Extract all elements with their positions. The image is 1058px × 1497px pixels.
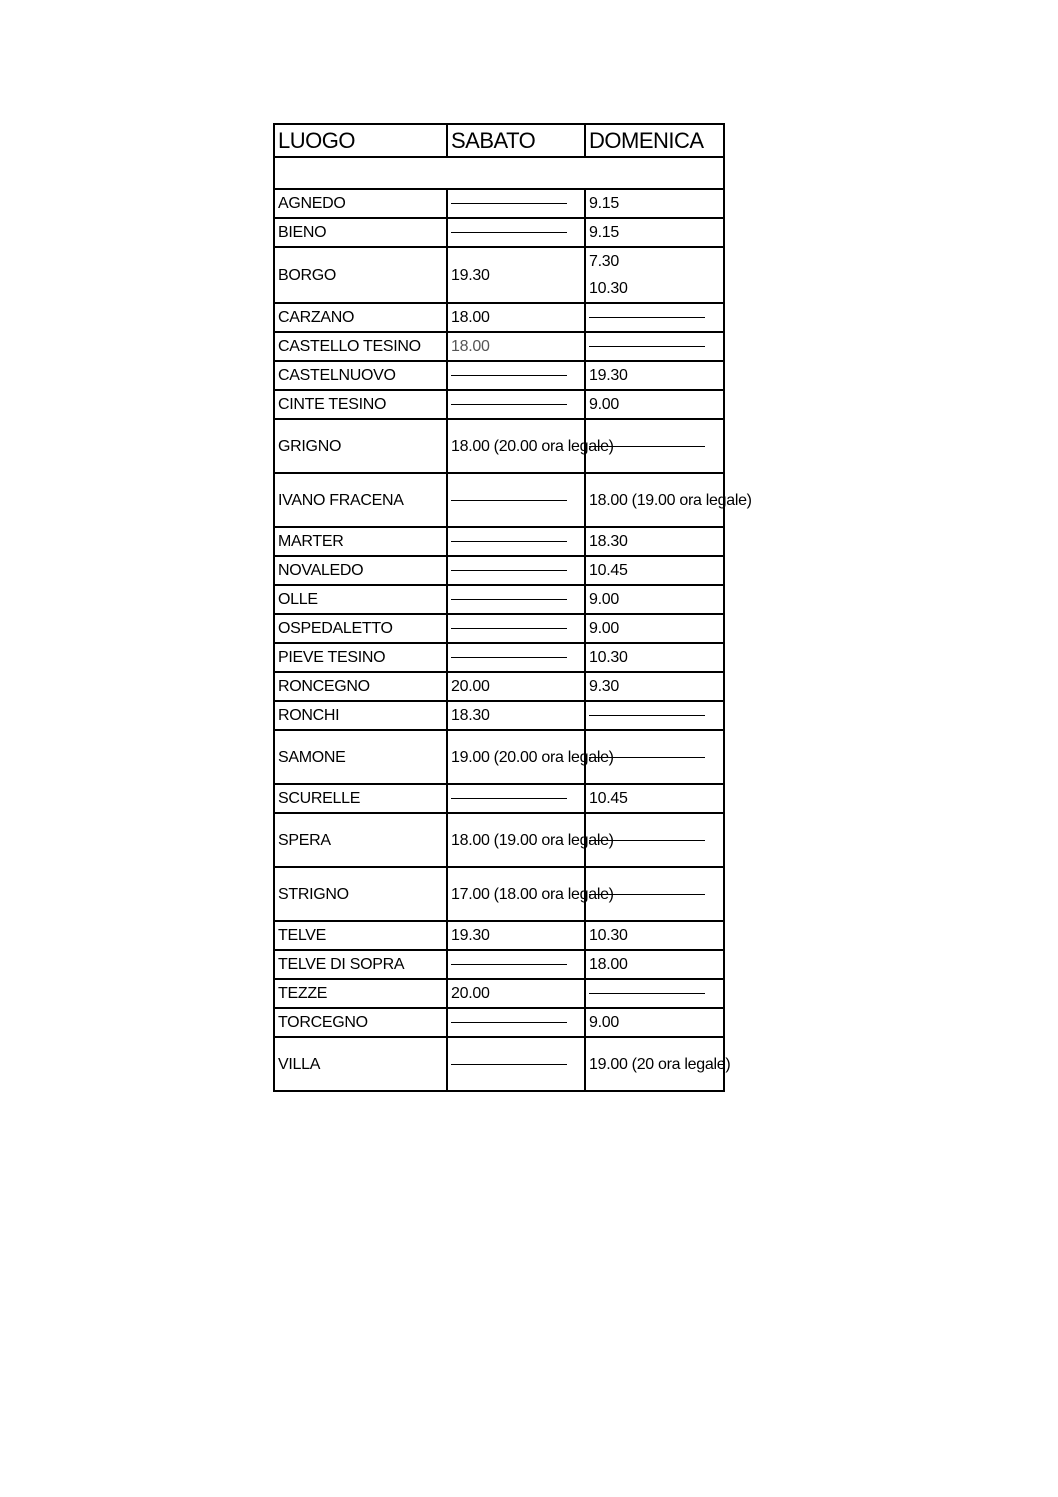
no-service-dash [451, 404, 567, 405]
saturday-cell [447, 950, 585, 979]
no-service-dash [451, 570, 567, 571]
table-row [274, 189, 724, 218]
sunday-cell: 9.00 [585, 390, 724, 419]
table-row [274, 585, 724, 614]
saturday-cell [447, 614, 585, 643]
no-service-dash [451, 232, 567, 233]
sunday-cell: 18.00 (19.00 ora legale) [585, 473, 724, 527]
sunday-cell: 9.30 [585, 672, 724, 701]
saturday-cell: 18.00 [447, 303, 585, 332]
sunday-cell: 18.30 [585, 527, 724, 556]
saturday-cell [447, 390, 585, 419]
saturday-cell: 18.00 [447, 332, 585, 361]
sunday-cell: 10.45 [585, 556, 724, 585]
sunday-cell: 9.15 [585, 218, 724, 247]
no-service-dash [451, 1022, 567, 1023]
saturday-cell: 20.00 [447, 672, 585, 701]
table-row [274, 701, 724, 730]
no-service-dash [451, 500, 567, 501]
table-row [274, 614, 724, 643]
no-service-dash [451, 375, 567, 376]
no-service-dash [589, 715, 705, 716]
place-cell: RONCEGNO [274, 672, 447, 701]
place-cell: VILLA [274, 1037, 447, 1091]
place-cell: BIENO [274, 218, 447, 247]
table-row [274, 556, 724, 585]
saturday-cell: 20.00 [447, 979, 585, 1008]
table-row [274, 643, 724, 672]
place-cell: NOVALEDO [274, 556, 447, 585]
place-cell: PIEVE TESINO [274, 643, 447, 672]
no-service-dash [589, 993, 705, 994]
place-cell: TELVE DI SOPRA [274, 950, 447, 979]
saturday-cell [447, 1037, 585, 1091]
place-cell: CASTELNUOVO [274, 361, 447, 390]
table-row [274, 672, 724, 701]
table-row [274, 303, 724, 332]
place-cell: RONCHI [274, 701, 447, 730]
no-service-dash [451, 964, 567, 965]
sunday-cell [585, 979, 724, 1008]
table-row [274, 730, 724, 784]
saturday-cell: 19.30 [447, 247, 585, 303]
saturday-cell [447, 1008, 585, 1037]
table-row [274, 950, 724, 979]
sunday-cell [585, 247, 724, 303]
place-cell: CASTELLO TESINO [274, 332, 447, 361]
sunday-cell: 19.00 (20 ora legale) [585, 1037, 724, 1091]
mass-schedule-table [273, 123, 752, 1092]
schedule-body [274, 157, 752, 1091]
place-cell: GRIGNO [274, 419, 447, 473]
header-luogo: LUOGO [274, 124, 447, 157]
table-row [274, 1037, 724, 1091]
place-cell: OLLE [274, 585, 447, 614]
place-cell: TELVE [274, 921, 447, 950]
place-cell: IVANO FRACENA [274, 473, 447, 527]
sunday-cell: 9.15 [585, 189, 724, 218]
sunday-cell: 10.30 [585, 921, 724, 950]
saturday-cell [447, 473, 585, 527]
table-row [274, 867, 724, 921]
sunday-cell: 9.00 [585, 614, 724, 643]
table-row [274, 979, 724, 1008]
saturday-cell [447, 585, 585, 614]
sunday-time: 10.30 [589, 280, 628, 297]
sunday-cell: 9.00 [585, 585, 724, 614]
place-cell: TEZZE [274, 979, 447, 1008]
table-row [274, 247, 724, 303]
no-service-dash [451, 1064, 567, 1065]
saturday-cell: 17.00 (18.00 ora legale) [447, 867, 585, 921]
table-row [274, 473, 724, 527]
table-row [274, 218, 724, 247]
place-cell: OSPEDALETTO [274, 614, 447, 643]
saturday-cell [447, 643, 585, 672]
table-row [274, 784, 724, 813]
header-row [274, 124, 724, 157]
no-service-dash [451, 599, 567, 600]
header-sabato: SABATO [447, 124, 585, 157]
saturday-cell [447, 784, 585, 813]
saturday-cell [447, 189, 585, 218]
table-row [274, 419, 724, 473]
sunday-time: 7.30 [589, 253, 619, 270]
saturday-cell: 18.00 (19.00 ora legale) [447, 813, 585, 867]
header-domenica: DOMENICA [585, 124, 724, 157]
sunday-cell: 10.45 [585, 784, 724, 813]
saturday-cell [447, 556, 585, 585]
saturday-cell [447, 527, 585, 556]
place-cell: SAMONE [274, 730, 447, 784]
saturday-cell [447, 218, 585, 247]
no-service-dash [451, 657, 567, 658]
place-cell: AGNEDO [274, 189, 447, 218]
sunday-cell [585, 701, 724, 730]
saturday-cell: 18.00 (20.00 ora legale) [447, 419, 585, 473]
place-cell: BORGO [274, 247, 447, 303]
sunday-cell: 18.00 [585, 950, 724, 979]
no-service-dash [451, 203, 567, 204]
no-service-dash [451, 541, 567, 542]
table-row [274, 813, 724, 867]
saturday-cell [447, 361, 585, 390]
sunday-cell [585, 303, 724, 332]
sunday-cell: 19.30 [585, 361, 724, 390]
no-service-dash [451, 628, 567, 629]
saturday-cell: 18.30 [447, 701, 585, 730]
table-row [274, 527, 724, 556]
no-service-dash [589, 346, 705, 347]
saturday-cell: 19.00 (20.00 ora legale) [447, 730, 585, 784]
place-cell: SPERA [274, 813, 447, 867]
place-cell: MARTER [274, 527, 447, 556]
table-row [274, 921, 724, 950]
table-row [274, 1008, 724, 1037]
empty-cell [274, 157, 724, 189]
sunday-cell [585, 332, 724, 361]
no-service-dash [589, 317, 705, 318]
table-row [274, 361, 724, 390]
place-cell: CARZANO [274, 303, 447, 332]
sunday-cell: 9.00 [585, 1008, 724, 1037]
place-cell: CINTE TESINO [274, 390, 447, 419]
place-cell: TORCEGNO [274, 1008, 447, 1037]
sunday-cell: 10.30 [585, 643, 724, 672]
table-row [274, 390, 724, 419]
no-service-dash [451, 798, 567, 799]
place-cell: STRIGNO [274, 867, 447, 921]
place-cell: SCURELLE [274, 784, 447, 813]
spacer-row [274, 157, 724, 189]
table-row [274, 332, 724, 361]
saturday-cell: 19.30 [447, 921, 585, 950]
